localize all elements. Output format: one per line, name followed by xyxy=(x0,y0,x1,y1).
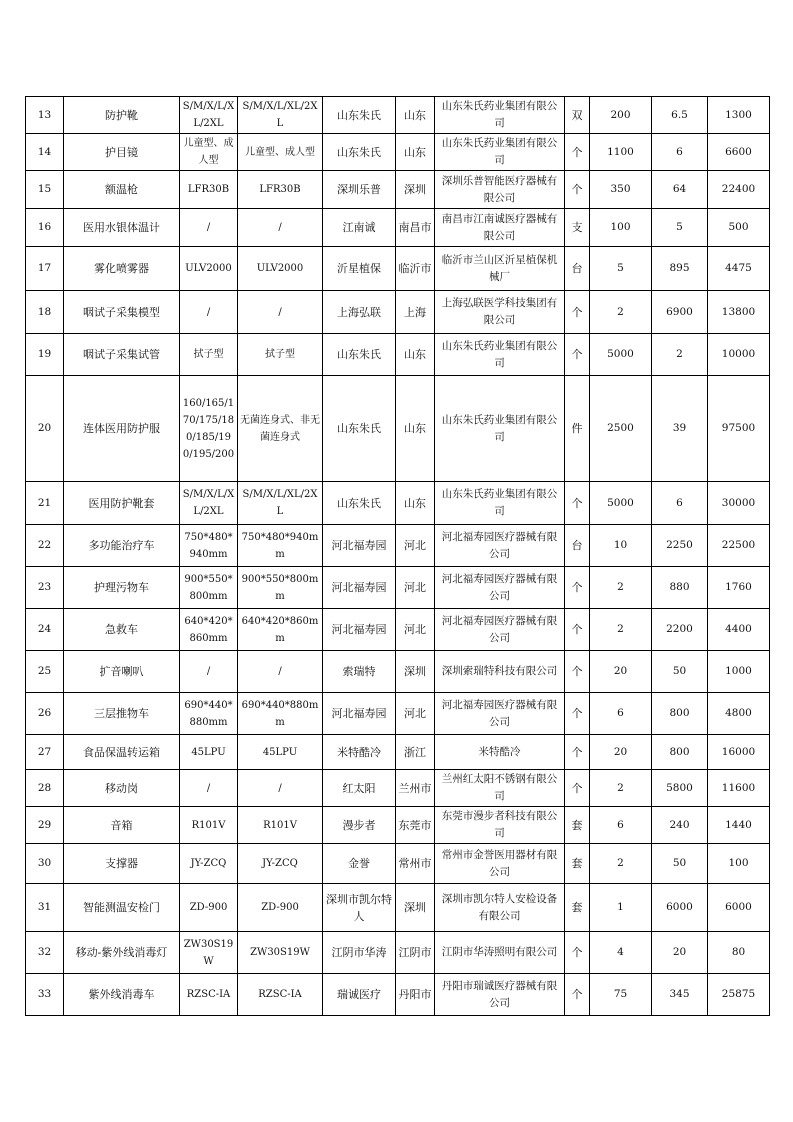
cell-origin: 山东 xyxy=(396,97,435,134)
cell-origin: 深圳 xyxy=(396,884,435,932)
table-row xyxy=(26,171,770,209)
cell-spec-model: 160/165/170/175/180/185/190/195/200 xyxy=(180,376,238,482)
cell-manufacturer: 山东朱氏药业集团有限公司 xyxy=(435,482,565,525)
cell-quantity: 20 xyxy=(590,735,652,770)
cell-quantity: 2 xyxy=(590,291,652,334)
cell-total-price: 6600 xyxy=(708,134,770,171)
cell-item-name: 护理污物车 xyxy=(64,567,180,609)
cell-total-price: 13800 xyxy=(708,291,770,334)
table-row xyxy=(26,735,770,770)
cell-spec-model: ZD-900 xyxy=(180,884,238,932)
cell-unit-price: 6 xyxy=(652,482,708,525)
cell-brand: 山东朱氏 xyxy=(323,97,396,134)
cell-quantity: 200 xyxy=(590,97,652,134)
cell-item-name: 支撑器 xyxy=(64,844,180,884)
cell-item-name: 紫外线消毒车 xyxy=(64,974,180,1016)
cell-brand: 河北福寿园 xyxy=(323,567,396,609)
cell-total-price: 1440 xyxy=(708,807,770,844)
cell-item-name: 医用防护靴套 xyxy=(64,482,180,525)
cell-spec-model: 640*420*860mm xyxy=(180,609,238,651)
cell-origin: 深圳 xyxy=(396,171,435,209)
cell-spec-config: JY-ZCQ xyxy=(238,844,323,884)
cell-spec-config: / xyxy=(238,209,323,247)
cell-unit-price: 50 xyxy=(652,844,708,884)
cell-row-number: 26 xyxy=(26,693,64,735)
cell-unit-price: 880 xyxy=(652,567,708,609)
cell-brand: 漫步者 xyxy=(323,807,396,844)
cell-unit: 个 xyxy=(565,171,590,209)
cell-unit: 个 xyxy=(565,651,590,693)
cell-total-price: 16000 xyxy=(708,735,770,770)
cell-quantity: 100 xyxy=(590,209,652,247)
cell-spec-config: / xyxy=(238,770,323,807)
table-row xyxy=(26,209,770,247)
cell-spec-model: 900*550*800mm xyxy=(180,567,238,609)
cell-item-name: 咽试子采集模型 xyxy=(64,291,180,334)
cell-origin: 江阴市 xyxy=(396,932,435,974)
cell-unit: 支 xyxy=(565,209,590,247)
table-row xyxy=(26,770,770,807)
cell-manufacturer: 山东朱氏药业集团有限公司 xyxy=(435,376,565,482)
cell-brand: 江南诚 xyxy=(323,209,396,247)
cell-row-number: 21 xyxy=(26,482,64,525)
cell-unit-price: 895 xyxy=(652,247,708,291)
cell-item-name: 连体医用防护服 xyxy=(64,376,180,482)
cell-unit-price: 6000 xyxy=(652,884,708,932)
cell-unit: 双 xyxy=(565,97,590,134)
cell-origin: 山东 xyxy=(396,334,435,376)
table-row xyxy=(26,884,770,932)
cell-spec-model: R101V xyxy=(180,807,238,844)
cell-total-price: 500 xyxy=(708,209,770,247)
table-row xyxy=(26,609,770,651)
cell-item-name: 雾化喷雾器 xyxy=(64,247,180,291)
cell-manufacturer: 米特酷冷 xyxy=(435,735,565,770)
cell-quantity: 2 xyxy=(590,609,652,651)
cell-spec-config: RZSC-IA xyxy=(238,974,323,1016)
cell-row-number: 14 xyxy=(26,134,64,171)
table-row xyxy=(26,291,770,334)
cell-item-name: 急救车 xyxy=(64,609,180,651)
cell-spec-model: / xyxy=(180,770,238,807)
cell-row-number: 24 xyxy=(26,609,64,651)
cell-spec-config: 无菌连身式、非无菌连身式 xyxy=(238,376,323,482)
cell-quantity: 1100 xyxy=(590,134,652,171)
cell-spec-config: ULV2000 xyxy=(238,247,323,291)
cell-total-price: 6000 xyxy=(708,884,770,932)
cell-unit: 套 xyxy=(565,807,590,844)
cell-unit: 台 xyxy=(565,525,590,567)
cell-total-price: 4800 xyxy=(708,693,770,735)
cell-brand: 红太阳 xyxy=(323,770,396,807)
cell-item-name: 移动岗 xyxy=(64,770,180,807)
cell-item-name: 音箱 xyxy=(64,807,180,844)
cell-unit-price: 20 xyxy=(652,932,708,974)
cell-unit-price: 240 xyxy=(652,807,708,844)
cell-spec-model: ZW30S19W xyxy=(180,932,238,974)
table-row xyxy=(26,567,770,609)
table-row xyxy=(26,974,770,1016)
cell-total-price: 11600 xyxy=(708,770,770,807)
cell-total-price: 22400 xyxy=(708,171,770,209)
table-row xyxy=(26,932,770,974)
cell-row-number: 17 xyxy=(26,247,64,291)
cell-unit: 套 xyxy=(565,844,590,884)
cell-unit-price: 2 xyxy=(652,334,708,376)
cell-total-price: 80 xyxy=(708,932,770,974)
cell-brand: 米特酷冷 xyxy=(323,735,396,770)
cell-spec-model: JY-ZCQ xyxy=(180,844,238,884)
cell-unit-price: 50 xyxy=(652,651,708,693)
cell-brand: 山东朱氏 xyxy=(323,482,396,525)
cell-total-price: 1000 xyxy=(708,651,770,693)
cell-spec-model: S/M/X/L/XL/2XL xyxy=(180,97,238,134)
cell-row-number: 16 xyxy=(26,209,64,247)
cell-spec-config: ZW30S19W xyxy=(238,932,323,974)
cell-item-name: 护目镜 xyxy=(64,134,180,171)
cell-manufacturer: 临沂市兰山区沂星植保机械厂 xyxy=(435,247,565,291)
cell-brand: 山东朱氏 xyxy=(323,376,396,482)
table-row xyxy=(26,482,770,525)
cell-origin: 南昌市 xyxy=(396,209,435,247)
cell-item-name: 防护靴 xyxy=(64,97,180,134)
cell-item-name: 食品保温转运箱 xyxy=(64,735,180,770)
cell-row-number: 23 xyxy=(26,567,64,609)
cell-origin: 东莞市 xyxy=(396,807,435,844)
cell-quantity: 2 xyxy=(590,567,652,609)
cell-spec-model: 45LPU xyxy=(180,735,238,770)
cell-brand: 深圳乐普 xyxy=(323,171,396,209)
cell-brand: 索瑞特 xyxy=(323,651,396,693)
cell-origin: 深圳 xyxy=(396,651,435,693)
cell-item-name: 移动-紫外线消毒灯 xyxy=(64,932,180,974)
cell-total-price: 30000 xyxy=(708,482,770,525)
cell-quantity: 4 xyxy=(590,932,652,974)
cell-manufacturer: 山东朱氏药业集团有限公司 xyxy=(435,97,565,134)
cell-total-price: 100 xyxy=(708,844,770,884)
cell-brand: 山东朱氏 xyxy=(323,334,396,376)
table-row xyxy=(26,247,770,291)
cell-manufacturer: 丹阳市瑞诚医疗器械有限公司 xyxy=(435,974,565,1016)
cell-spec-config: 900*550*800mm xyxy=(238,567,323,609)
cell-unit-price: 5800 xyxy=(652,770,708,807)
cell-quantity: 2500 xyxy=(590,376,652,482)
cell-manufacturer: 山东朱氏药业集团有限公司 xyxy=(435,334,565,376)
cell-origin: 丹阳市 xyxy=(396,974,435,1016)
cell-unit: 个 xyxy=(565,482,590,525)
cell-unit: 个 xyxy=(565,735,590,770)
cell-row-number: 31 xyxy=(26,884,64,932)
cell-row-number: 19 xyxy=(26,334,64,376)
cell-item-name: 三层推物车 xyxy=(64,693,180,735)
cell-spec-model: ULV2000 xyxy=(180,247,238,291)
cell-spec-model: 690*440*880mm xyxy=(180,693,238,735)
cell-quantity: 5000 xyxy=(590,334,652,376)
cell-manufacturer: 河北福寿园医疗器械有限公司 xyxy=(435,609,565,651)
cell-unit: 台 xyxy=(565,247,590,291)
cell-origin: 河北 xyxy=(396,567,435,609)
cell-spec-config: S/M/X/L/XL/2XL xyxy=(238,482,323,525)
cell-spec-model: S/M/X/L/XL/2XL xyxy=(180,482,238,525)
cell-row-number: 22 xyxy=(26,525,64,567)
cell-quantity: 6 xyxy=(590,807,652,844)
cell-unit: 套 xyxy=(565,884,590,932)
table-row xyxy=(26,334,770,376)
cell-brand: 金誉 xyxy=(323,844,396,884)
cell-brand: 山东朱氏 xyxy=(323,134,396,171)
cell-unit-price: 64 xyxy=(652,171,708,209)
cell-origin: 河北 xyxy=(396,609,435,651)
cell-manufacturer: 南昌市江南诚医疗器械有限公司 xyxy=(435,209,565,247)
cell-unit-price: 39 xyxy=(652,376,708,482)
cell-total-price: 4475 xyxy=(708,247,770,291)
cell-unit: 个 xyxy=(565,567,590,609)
cell-spec-model: RZSC-IA xyxy=(180,974,238,1016)
cell-spec-config: 750*480*940mm xyxy=(238,525,323,567)
cell-unit: 个 xyxy=(565,134,590,171)
cell-quantity: 10 xyxy=(590,525,652,567)
cell-origin: 浙江 xyxy=(396,735,435,770)
cell-manufacturer: 常州市金誉医用器材有限公司 xyxy=(435,844,565,884)
cell-total-price: 10000 xyxy=(708,334,770,376)
cell-unit: 个 xyxy=(565,974,590,1016)
cell-spec-config: / xyxy=(238,651,323,693)
cell-brand: 江阴市华涛 xyxy=(323,932,396,974)
cell-spec-config: 690*440*880mm xyxy=(238,693,323,735)
cell-row-number: 30 xyxy=(26,844,64,884)
table-row xyxy=(26,844,770,884)
cell-row-number: 20 xyxy=(26,376,64,482)
cell-item-name: 咽试子采集试管 xyxy=(64,334,180,376)
cell-spec-model: / xyxy=(180,651,238,693)
cell-spec-model: / xyxy=(180,209,238,247)
cell-origin: 兰州市 xyxy=(396,770,435,807)
cell-manufacturer: 河北福寿园医疗器械有限公司 xyxy=(435,693,565,735)
cell-row-number: 33 xyxy=(26,974,64,1016)
cell-unit-price: 2200 xyxy=(652,609,708,651)
cell-spec-config: 640*420*860mm xyxy=(238,609,323,651)
cell-unit: 个 xyxy=(565,693,590,735)
cell-unit-price: 800 xyxy=(652,735,708,770)
cell-origin: 山东 xyxy=(396,482,435,525)
cell-total-price: 22500 xyxy=(708,525,770,567)
cell-brand: 河北福寿园 xyxy=(323,693,396,735)
cell-item-name: 额温枪 xyxy=(64,171,180,209)
cell-spec-config: 45LPU xyxy=(238,735,323,770)
cell-unit: 个 xyxy=(565,609,590,651)
cell-quantity: 5 xyxy=(590,247,652,291)
cell-manufacturer: 河北福寿园医疗器械有限公司 xyxy=(435,567,565,609)
cell-total-price: 1760 xyxy=(708,567,770,609)
cell-row-number: 15 xyxy=(26,171,64,209)
equipment-table xyxy=(25,96,770,1016)
table-row xyxy=(26,97,770,134)
cell-item-name: 扩音喇叭 xyxy=(64,651,180,693)
cell-manufacturer: 深圳市凯尔特人安检设备有限公司 xyxy=(435,884,565,932)
cell-brand: 沂星植保 xyxy=(323,247,396,291)
cell-unit-price: 800 xyxy=(652,693,708,735)
table-row xyxy=(26,134,770,171)
cell-spec-config: R101V xyxy=(238,807,323,844)
cell-spec-model: / xyxy=(180,291,238,334)
cell-brand: 上海弘联 xyxy=(323,291,396,334)
cell-total-price: 4400 xyxy=(708,609,770,651)
cell-item-name: 医用水银体温计 xyxy=(64,209,180,247)
cell-brand: 瑞诚医疗 xyxy=(323,974,396,1016)
cell-unit-price: 345 xyxy=(652,974,708,1016)
cell-total-price: 1300 xyxy=(708,97,770,134)
cell-quantity: 75 xyxy=(590,974,652,1016)
cell-brand: 河北福寿园 xyxy=(323,609,396,651)
cell-origin: 河北 xyxy=(396,525,435,567)
cell-manufacturer: 山东朱氏药业集团有限公司 xyxy=(435,134,565,171)
cell-spec-config: S/M/X/L/XL/2XL xyxy=(238,97,323,134)
cell-row-number: 18 xyxy=(26,291,64,334)
cell-manufacturer: 兰州红太阳不锈钢有限公司 xyxy=(435,770,565,807)
cell-brand: 河北福寿园 xyxy=(323,525,396,567)
table-row xyxy=(26,651,770,693)
cell-row-number: 32 xyxy=(26,932,64,974)
cell-total-price: 25875 xyxy=(708,974,770,1016)
cell-unit: 个 xyxy=(565,932,590,974)
cell-spec-model: 儿童型、成人型 xyxy=(180,134,238,171)
cell-quantity: 5000 xyxy=(590,482,652,525)
cell-unit-price: 5 xyxy=(652,209,708,247)
table-row xyxy=(26,376,770,482)
cell-quantity: 20 xyxy=(590,651,652,693)
cell-item-name: 多功能治疗车 xyxy=(64,525,180,567)
cell-spec-config: 儿童型、成人型 xyxy=(238,134,323,171)
table-row xyxy=(26,693,770,735)
cell-row-number: 29 xyxy=(26,807,64,844)
cell-unit-price: 2250 xyxy=(652,525,708,567)
cell-quantity: 2 xyxy=(590,770,652,807)
cell-spec-model: LFR30B xyxy=(180,171,238,209)
cell-unit: 件 xyxy=(565,376,590,482)
cell-quantity: 2 xyxy=(590,844,652,884)
cell-row-number: 13 xyxy=(26,97,64,134)
cell-spec-config: 拭子型 xyxy=(238,334,323,376)
cell-unit: 个 xyxy=(565,291,590,334)
cell-spec-config: ZD-900 xyxy=(238,884,323,932)
cell-manufacturer: 河北福寿园医疗器械有限公司 xyxy=(435,525,565,567)
cell-total-price: 97500 xyxy=(708,376,770,482)
cell-origin: 上海 xyxy=(396,291,435,334)
cell-origin: 山东 xyxy=(396,134,435,171)
cell-unit-price: 6.5 xyxy=(652,97,708,134)
cell-manufacturer: 深圳索瑞特科技有限公司 xyxy=(435,651,565,693)
cell-row-number: 25 xyxy=(26,651,64,693)
cell-manufacturer: 江阴市华涛照明有限公司 xyxy=(435,932,565,974)
table-row xyxy=(26,807,770,844)
cell-quantity: 6 xyxy=(590,693,652,735)
cell-manufacturer: 上海弘联医学科技集团有限公司 xyxy=(435,291,565,334)
cell-origin: 常州市 xyxy=(396,844,435,884)
table-row xyxy=(26,525,770,567)
cell-origin: 山东 xyxy=(396,376,435,482)
cell-unit: 个 xyxy=(565,770,590,807)
cell-quantity: 1 xyxy=(590,884,652,932)
cell-row-number: 27 xyxy=(26,735,64,770)
cell-manufacturer: 东莞市漫步者科技有限公司 xyxy=(435,807,565,844)
cell-quantity: 350 xyxy=(590,171,652,209)
cell-brand: 深圳市凯尔特人 xyxy=(323,884,396,932)
cell-unit-price: 6 xyxy=(652,134,708,171)
cell-item-name: 智能测温安检门 xyxy=(64,884,180,932)
cell-unit: 个 xyxy=(565,334,590,376)
cell-spec-config: / xyxy=(238,291,323,334)
cell-unit-price: 6900 xyxy=(652,291,708,334)
cell-spec-model: 拭子型 xyxy=(180,334,238,376)
cell-spec-model: 750*480*940mm xyxy=(180,525,238,567)
cell-origin: 河北 xyxy=(396,693,435,735)
cell-row-number: 28 xyxy=(26,770,64,807)
cell-spec-config: LFR30B xyxy=(238,171,323,209)
cell-origin: 临沂市 xyxy=(396,247,435,291)
cell-manufacturer: 深圳乐普智能医疗器械有限公司 xyxy=(435,171,565,209)
